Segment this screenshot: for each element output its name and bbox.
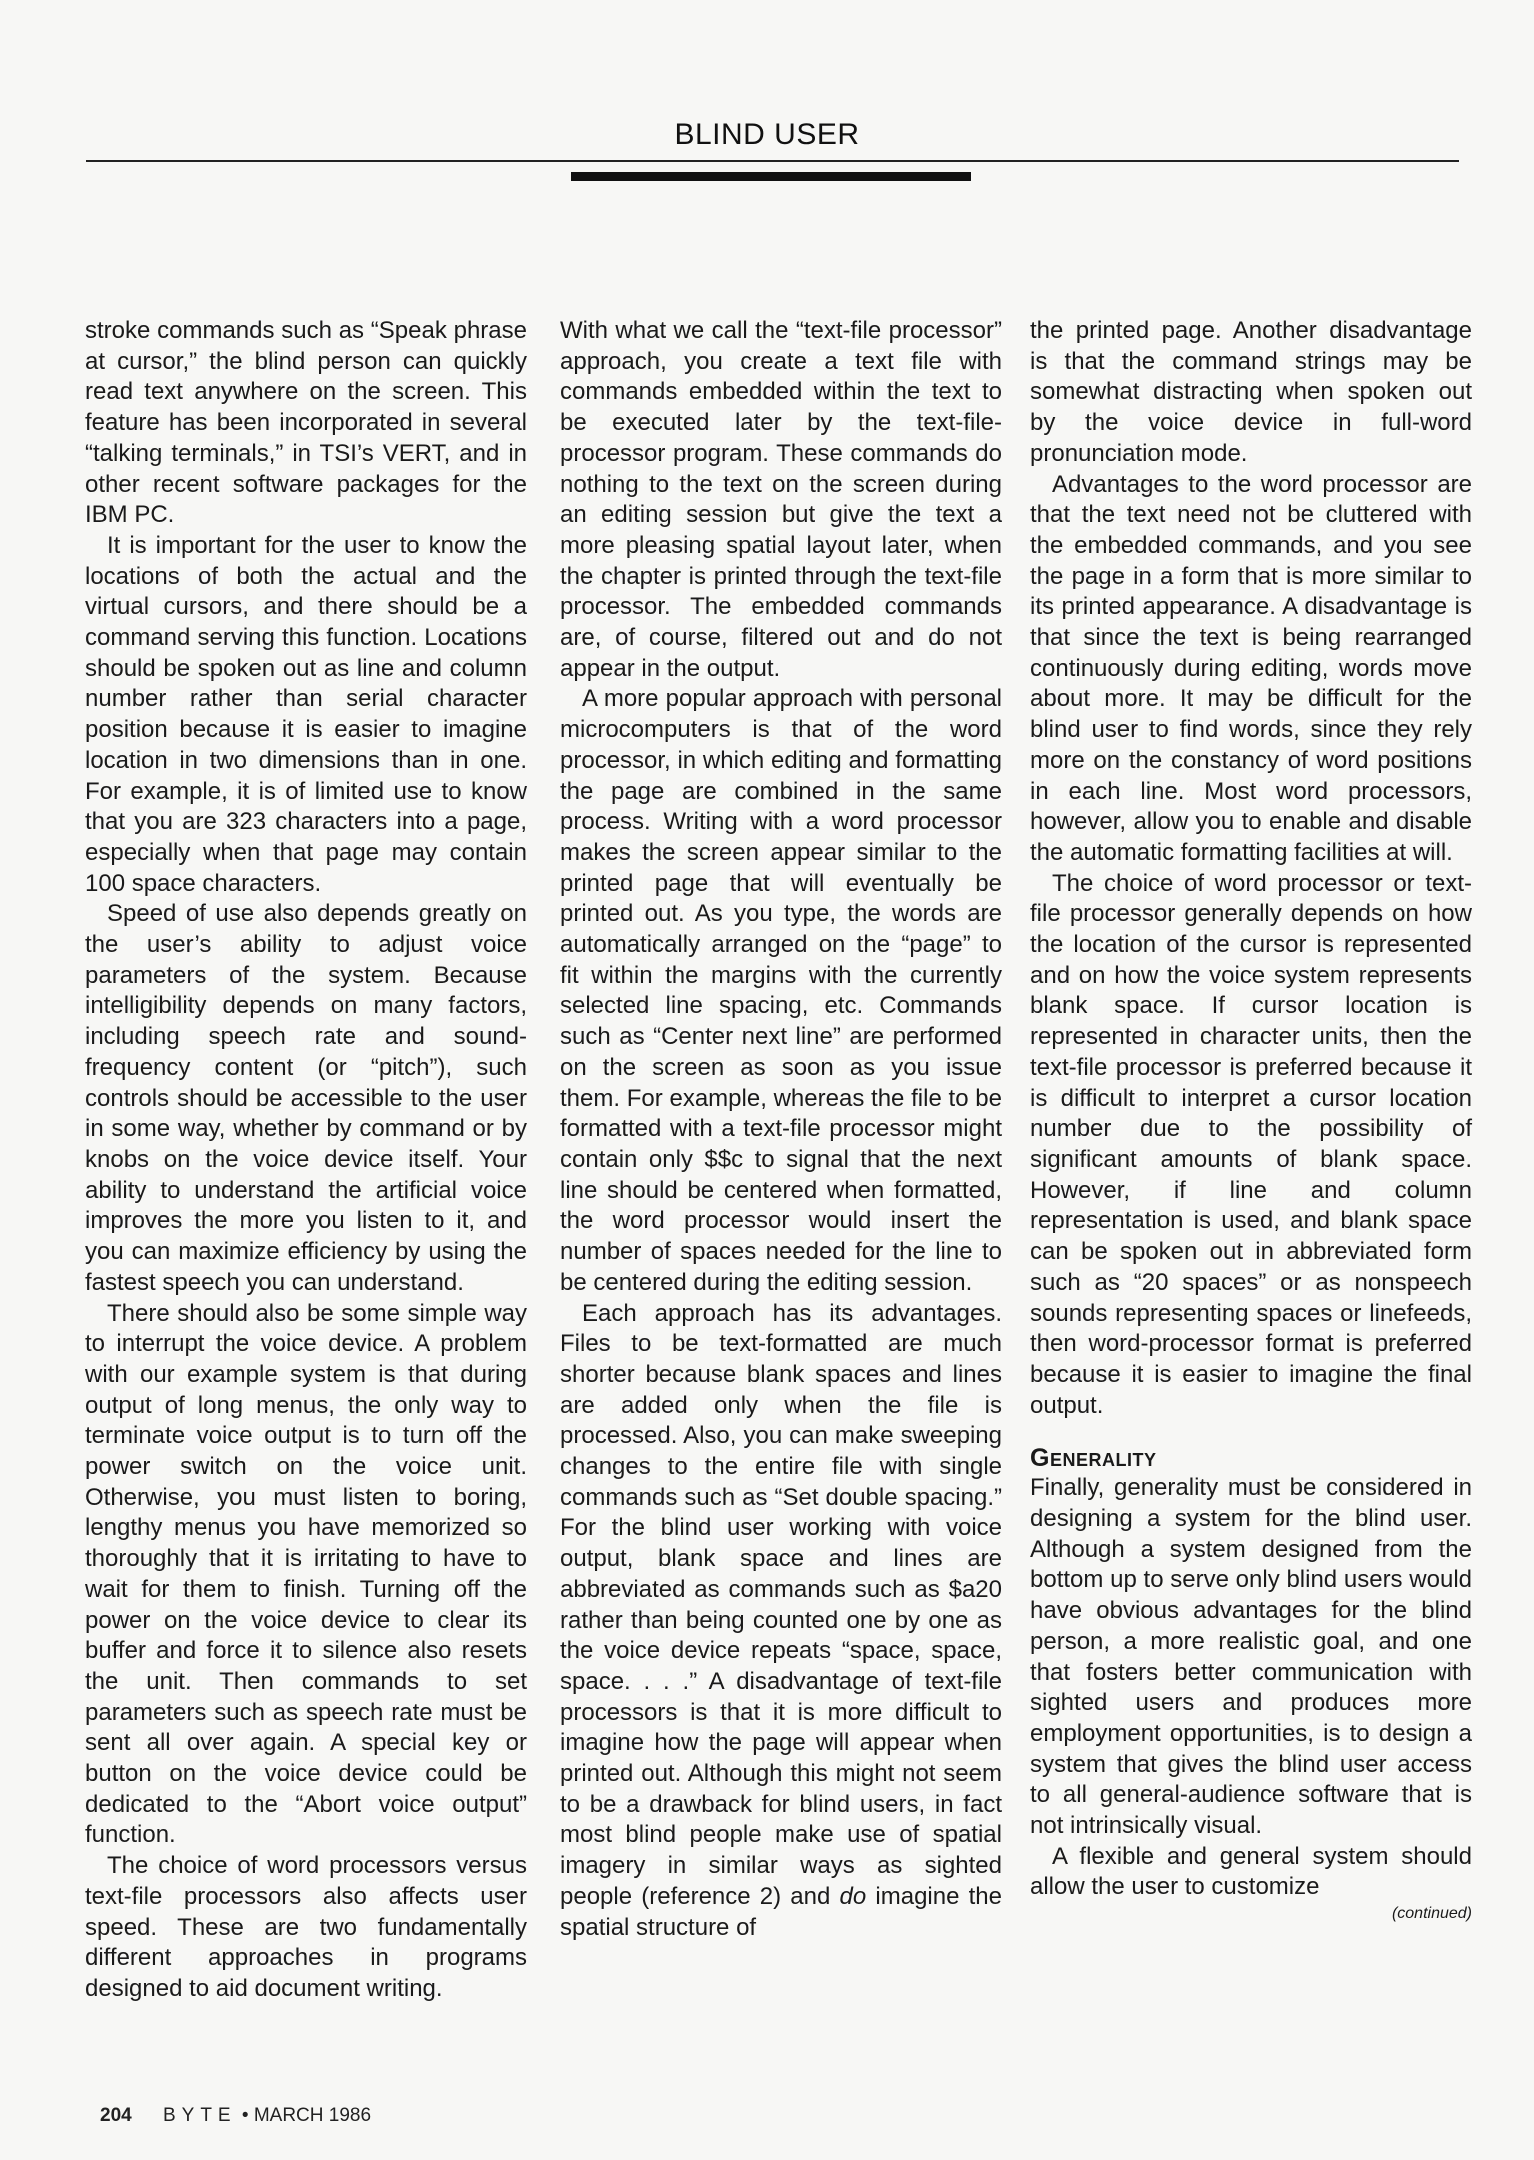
paragraph: With what we call the “text-file processor” approach, you create a text file with commands embedded within the text to be executed later by the text-file-processor program. These commands do nothing to the text on the screen during an editing session but give the text a more pleasing spatial layout later, when the chapter is printed through the text-file processor. The embedded commands are, of course, filtered out and do not appear in the output. (560, 317, 1002, 682)
page-footer (100, 2105, 371, 2127)
issue-date: MARCH 1986 (253, 2105, 372, 2126)
paragraph: A flexible and general system should allow the user to customize (1030, 1842, 1472, 1901)
paragraph (560, 1299, 1002, 1944)
column-3 (1030, 316, 1472, 1925)
paragraph: Finally, generality must be considered in designing a system for the blind user. Although a system designed from the bottom up to serve only blind users would have obvious advantages for the blind person, a more realistic goal, and one that fosters better communication with sighted users and produces more employment opportunities, is to design a system that gives the blind user access to all general-audience software that is not intrinsically visual. (1030, 1474, 1472, 1840)
magazine-name: BYTE (162, 2105, 237, 2126)
paragraph: the printed page. Another disadvantage is that the command strings may be somewhat distracting when spoken out by the voice device in full-word pronunciation mode. (1030, 317, 1472, 467)
section-header-title: BLIND USER (674, 118, 860, 151)
header-accent-bar (571, 172, 971, 181)
continued-note: (continued) (1391, 1905, 1472, 1923)
section-heading: Generality (1030, 1444, 1157, 1473)
page-number: 204 (100, 2105, 132, 2126)
column-2 (560, 316, 1002, 1943)
header-rule (86, 160, 1459, 162)
text-run: imagine the spatial structure of (560, 1882, 1002, 1941)
emphasis: do (839, 1882, 867, 1910)
paragraph: stroke commands such as “Speak phrase at cursor,” the blind person can quickly read text anywhere on the screen. This feature has been incorporated in several “talking terminals,” in TSI’s VERT, and in other recent software packages for the IBM PC. (85, 317, 527, 529)
footer-separator: • (241, 2105, 249, 2126)
text-run: Each approach has its advantages. Files to be text-formatted are much shorter because blank spaces and lines are added only when the file is processed. Also, you can make sweeping changes to the entire file with single commands such as “Set double spacing.” For the blind user working with voice output, blank space and lines are abbreviated as commands such as $a20 rather than being counted one by one as the voice device repeats “space, space, space. . . .” A disadvantage of text-file processors is that it is more difficult to imagine how the page will appear when printed out. Although this might not seem to be a drawback for blind users, in fact most blind people make use of spatial imagery in similar ways as sighted people (reference 2) and (560, 1299, 1002, 1910)
paragraph: The choice of word processor or text-file processor generally depends on how the location of the cursor is represented and on how the voice system represents blank space. If cursor location is represented in character units, then the text-file processor is preferred because it is difficult to interpret a cursor location number due to the possibility of significant amounts of blank space. However, if line and column representation is used, and blank space can be spoken out in abbreviated form such as “20 spaces” or as nonspeech sounds representing spaces or linefeeds, then word-processor format is preferred because it is easier to imagine the final output. (1030, 869, 1472, 1419)
paragraph: Speed of use also depends greatly on the user’s ability to adjust voice parameters of the system. Because intelligibility depends on many factors, including speech rate and sound-frequency content (or “pitch”), such controls should be accessible to the user in some way, whether by command or by knobs on the voice device itself. Your ability to understand the artificial voice improves the more you listen to it, and you can maximize efficiency by using the fastest speech you can understand. (85, 900, 527, 1296)
paragraph: A more popular approach with personal microcomputers is that of the word processor, in which editing and formatting the page are combined in the same process. Writing with a word processor makes the screen appear similar to the printed page that will eventually be printed out. As you type, the words are automatically arranged on the “page” to fit within the margins with the currently selected line spacing, etc. Commands such as “Center next line” are performed on the screen as soon as you issue them. For example, whereas the file to be formatted with a text-file processor might contain only $$c to signal that the next line should be centered when formatted, the word processor would insert the number of spaces needed for the line to be centered during the editing session. (560, 685, 1002, 1296)
paragraph: The choice of word processors versus text-file processors also affects user speed. These are two fundamentally different approaches in programs designed to aid document writing. (85, 1852, 527, 2002)
paragraph: It is important for the user to know the locations of both the actual and the virtual cursors, and there should be a command serving this function. Locations should be spoken out as line and column number rather than serial character position because it is easier to imagine location in two dimensions than in one. For example, it is of limited use to know that you are 323 characters into a page, especially when that page may contain 100 space characters. (85, 531, 527, 897)
column-1 (85, 316, 527, 2005)
paragraph: Advantages to the word processor are that the text need not be cluttered with the embedded commands, and you see the page in a form that is more similar to its printed appearance. A disadvantage is that since the text is being rearranged continuously during editing, words move about more. It may be difficult for the blind user to find words, since they rely more on the constancy of word positions in each line. Most word processors, however, allow you to enable and disable the automatic formatting facilities at will. (1030, 470, 1472, 866)
paragraph: There should also be some simple way to interrupt the voice device. A problem with our example system is that during output of long menus, the only way to terminate voice output is to turn off the power switch on the voice unit. Otherwise, you must listen to boring, lengthy menus you have memorized so thoroughly that it is irritating to have to wait for them to finish. Turning off the power on the voice device to clear its buffer and force it to silence also resets the unit. Then commands to set parameters such as speech rate must be sent all over again. A special key or button on the voice device could be dedicated to the “Abort voice output” function. (85, 1299, 527, 1849)
